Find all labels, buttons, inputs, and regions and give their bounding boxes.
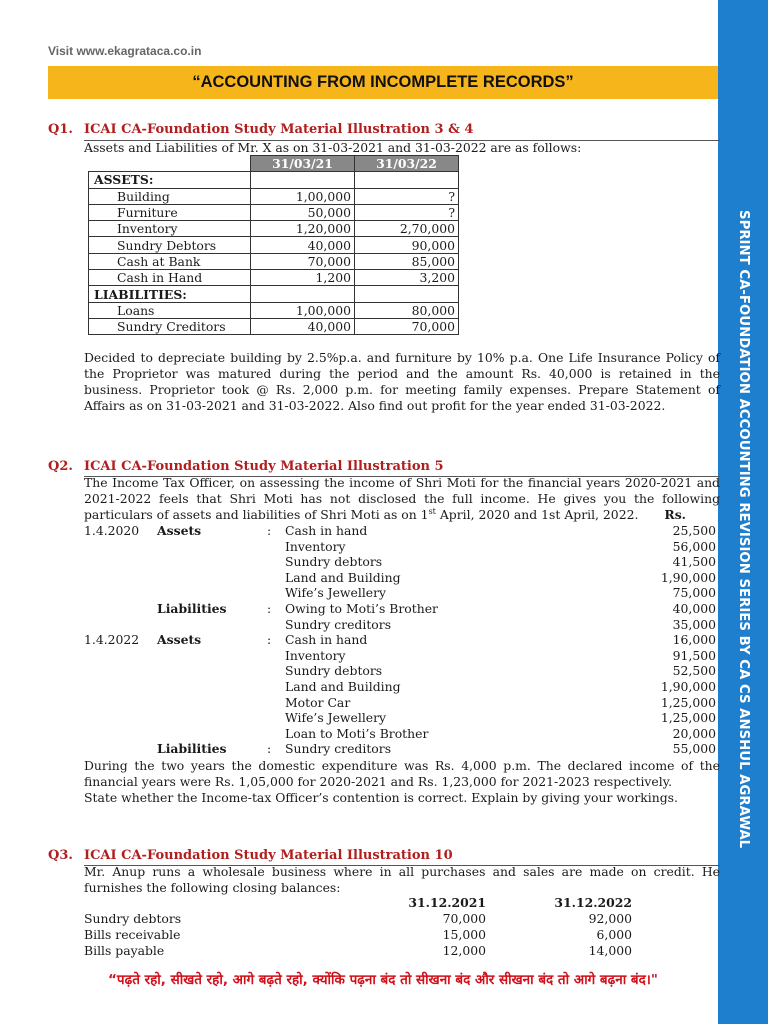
table-corner: [89, 156, 251, 172]
table-row: [84, 911, 644, 927]
row-amount: 41,500: [672, 554, 716, 570]
row-value-2022: 6,000: [596, 927, 632, 942]
row-colon: :: [267, 601, 272, 616]
row-item: Land and Building: [285, 679, 401, 694]
row-amount: 1,25,000: [660, 694, 716, 710]
row-amount: 20,000: [672, 725, 716, 741]
q3-title: ICAI CA-Foundation Study Material Illustration 10: [84, 848, 453, 863]
q3-header-row: [84, 895, 644, 911]
row-value-2021: 1,00,000: [251, 188, 355, 204]
row-value-2021: 40,000: [251, 237, 355, 253]
list-item: [84, 679, 716, 695]
list-item: [84, 663, 716, 679]
q3-heading: [48, 848, 453, 863]
q1-note: Decided to depreciate building by 2.5%p.a. and furniture by 10% p.a. One Life Insurance Policy of the Proprietor was matured during the period and the amount Rs. 40,000 is retained in the business. Proprietor took @ Rs. 2,000 p.m. for meeting family expenses. Prepare Statement of Affairs as on 31-03-2021 and 31-03-2022. Also find out profit for the year ended 31-03-2022.: [84, 350, 720, 413]
row-amount: 1,90,000: [660, 569, 716, 585]
row-amount: 55,000: [672, 741, 716, 757]
liabilities-label: LIABILITIES:: [89, 286, 251, 302]
row-value-2022: 85,000: [355, 253, 459, 269]
list-item: [84, 741, 716, 757]
q3-col-2021: 31.12.2021: [408, 895, 486, 910]
row-label: Building: [89, 188, 251, 204]
list-item: [84, 601, 716, 617]
row-amount: 75,000: [672, 585, 716, 601]
row-item: Cash in hand: [285, 523, 368, 538]
row-value-2022: 70,000: [355, 318, 459, 334]
row-item: Wife’s Jewellery: [285, 710, 387, 726]
row-date: 1.4.2020: [84, 523, 140, 538]
table-row: [84, 927, 644, 943]
row-value-2021: 12,000: [442, 943, 486, 958]
q2-number: Q2.: [48, 459, 73, 474]
sidebar-banner: [718, 0, 768, 1024]
row-item: Wife’s Jewellery: [285, 585, 387, 601]
page-title-banner: [48, 66, 718, 99]
list-item: [84, 570, 716, 586]
table-row: [89, 204, 459, 220]
row-date: 1.4.2022: [84, 632, 140, 648]
row-amount: 1,90,000: [660, 679, 716, 694]
row-amount: 16,000: [672, 632, 716, 648]
row-item: Inventory: [285, 538, 346, 554]
list-item: [84, 539, 716, 555]
row-item: Cash in hand: [285, 632, 368, 648]
row-label: Cash in Hand: [89, 270, 251, 286]
row-label: Bills payable: [84, 943, 165, 958]
table-row: [89, 237, 459, 253]
list-item: [84, 710, 716, 726]
page-title: “ACCOUNTING FROM INCOMPLETE RECORDS”: [192, 73, 574, 91]
sidebar-title: SPRINT CA-FOUNDATION ACCOUNTING REVISION SERIES BY CA CS ANSHUL AGRAWAL: [736, 210, 751, 849]
row-colon: :: [267, 741, 272, 757]
q1-number: Q1.: [48, 122, 73, 137]
row-label: Inventory: [89, 221, 251, 237]
q2-intro: [84, 475, 720, 523]
row-amount: 56,000: [672, 538, 716, 554]
q1-title: ICAI CA-Foundation Study Material Illustration 3 & 4: [84, 122, 474, 137]
q2-heading: [48, 459, 444, 474]
q2-intro-end: April, 2020 and 1st April, 2022.: [435, 507, 639, 522]
q3-col-2022: 31.12.2022: [554, 895, 632, 910]
q1-heading: [48, 122, 473, 137]
table-row: [84, 943, 644, 959]
row-amount: 52,500: [672, 663, 716, 679]
q2-after: During the two years the domestic expenditure was Rs. 4,000 p.m. The declared income of the financial years were Rs. 1,05,000 for 2020-2021 and Rs. 1,23,000 for 2021-2023 respectively.: [84, 758, 720, 789]
row-value-2022: 90,000: [355, 237, 459, 253]
row-label: Bills receivable: [84, 927, 181, 942]
motivational-quote: “पढ़ते रहो, सीखते रहो, आगे बढ़ते रहो, क्योंकि पढ़ना बंद तो सीखना बंद और सीखना बंद तो आगे बढ़ना बंद।": [108, 972, 658, 988]
row-value-2022: 14,000: [588, 943, 632, 958]
row-amount: 1,25,000: [660, 710, 716, 726]
q3-number: Q3.: [48, 848, 73, 863]
row-value-2021: 1,20,000: [251, 221, 355, 237]
list-item: [84, 632, 716, 648]
row-value-2022: ?: [355, 188, 459, 204]
row-value-2022: 80,000: [355, 302, 459, 318]
row-item: Owing to Moti’s Brother: [285, 601, 438, 616]
row-category: Assets: [157, 632, 202, 648]
row-item: Sundry creditors: [285, 741, 392, 757]
row-amount: 40,000: [672, 601, 716, 616]
table-row: [89, 221, 459, 237]
row-category: Liabilities: [157, 601, 227, 616]
list-item: [84, 585, 716, 601]
row-value-2021: 15,000: [442, 927, 486, 942]
row-label: Cash at Bank: [89, 253, 251, 269]
q1-intro: Assets and Liabilities of Mr. X as on 31-03-2021 and 31-03-2022 are as follows:: [84, 140, 582, 155]
table-row: [89, 270, 459, 286]
table-row: [89, 188, 459, 204]
col-header-2021: 31/03/21: [251, 156, 355, 172]
rs-label: Rs.: [664, 507, 686, 522]
row-item: Inventory: [285, 647, 346, 663]
table-row: [89, 318, 459, 334]
row-label: Sundry debtors: [84, 911, 182, 926]
row-item: Loan to Moti’s Brother: [285, 725, 429, 741]
row-value-2022: 92,000: [588, 911, 632, 926]
row-item: Motor Car: [285, 694, 351, 710]
row-value-2021: 1,00,000: [251, 302, 355, 318]
q2-title: ICAI CA-Foundation Study Material Illustration 5: [84, 459, 444, 474]
list-item: [84, 648, 716, 664]
list-item: [84, 726, 716, 742]
table-row: [89, 253, 459, 269]
assets-group-row: [89, 172, 459, 188]
row-colon: :: [267, 632, 272, 648]
row-amount: 25,500: [672, 523, 716, 538]
liabilities-group-row: [89, 286, 459, 302]
row-amount: 35,000: [672, 616, 716, 632]
table-header-row: [89, 156, 459, 172]
assets-label: ASSETS:: [89, 172, 251, 188]
row-value-2021: 50,000: [251, 204, 355, 220]
row-label: Sundry Creditors: [89, 318, 251, 334]
superscript: st: [428, 506, 436, 516]
q1-balance-table: [88, 155, 459, 335]
col-header-2022: 31/03/22: [355, 156, 459, 172]
row-item: Land and Building: [285, 569, 401, 585]
q2-intro-text: The Income Tax Officer, on assessing the income of Shri Moti for the financial years 2020-2021 and 2021-2022 feels that Shri Moti has not disclosed the full income. He gives you the following particulars of assets and liabilities of Shri Moti as on 1: [84, 475, 720, 522]
row-value-2021: 70,000: [251, 253, 355, 269]
row-label: Sundry Debtors: [89, 237, 251, 253]
row-value-2021: 70,000: [442, 911, 486, 926]
row-category: Liabilities: [157, 741, 227, 757]
row-colon: :: [267, 523, 272, 538]
table-row: [89, 302, 459, 318]
website-link[interactable]: Visit www.ekagrataca.co.in: [48, 44, 202, 58]
row-value-2022: 2,70,000: [355, 221, 459, 237]
row-label: Furniture: [89, 204, 251, 220]
row-amount: 91,500: [672, 647, 716, 663]
row-value-2021: 40,000: [251, 318, 355, 334]
row-value-2021: 1,200: [251, 270, 355, 286]
row-category: Assets: [157, 523, 202, 538]
row-item: Sundry debtors: [285, 554, 383, 570]
row-item: Sundry creditors: [285, 616, 392, 632]
row-value-2022: ?: [355, 204, 459, 220]
list-item: [84, 554, 716, 570]
q2-question: State whether the Income-tax Officer’s contention is correct. Explain by giving your workings.: [84, 790, 678, 805]
list-item: [84, 695, 716, 711]
row-label: Loans: [89, 302, 251, 318]
row-item: Sundry debtors: [285, 663, 383, 679]
list-item: [84, 523, 716, 539]
q3-intro: Mr. Anup runs a wholesale business where in all purchases and sales are made on credit. He furnishes the following closing balances:: [84, 864, 720, 895]
list-item: [84, 617, 716, 633]
row-value-2022: 3,200: [355, 270, 459, 286]
